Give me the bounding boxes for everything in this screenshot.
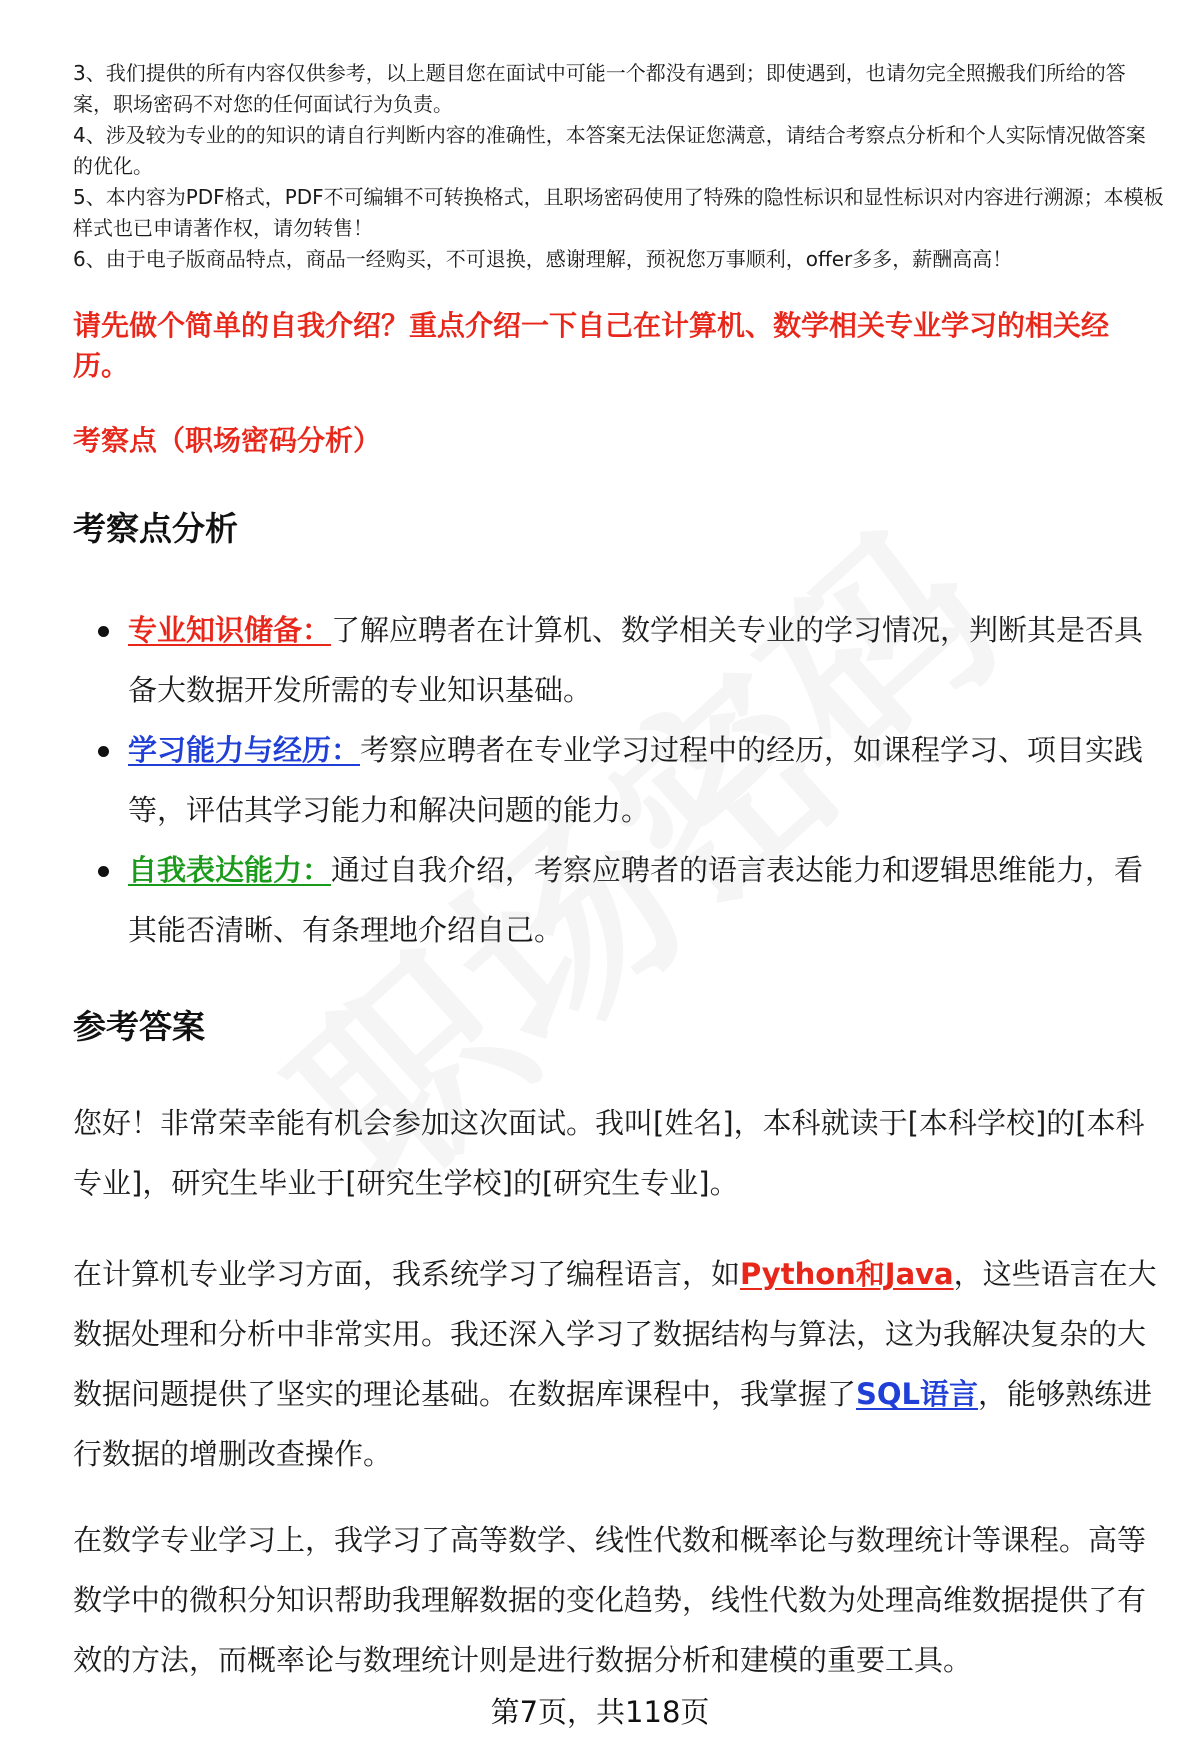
notice-list bbox=[73, 58, 1165, 275]
answer-text: ，能够熟练进行数据的增删改查操作。 bbox=[73, 1377, 1153, 1471]
page-number: 第7页，共118页 bbox=[490, 1695, 710, 1729]
analysis-points bbox=[98, 600, 1163, 960]
answer-heading: 参考答案 bbox=[73, 1007, 205, 1046]
point-text: 考察应聘者在专业学习过程中的经历，如课程学习、项目实践等，评估其学习能力和解决问题的能力。 bbox=[128, 733, 1144, 827]
answer-text: ，这些语言在大数据处理和分析中非常实用。我还深入学习了数据结构与算法，这为我解决复杂的大数据问题提供了坚实的理论基础。在数据库课程中，我掌握了 bbox=[73, 1257, 1157, 1411]
answer-paragraph bbox=[73, 1244, 1165, 1484]
notice-item: 3、我们提供的所有内容仅供参考，以上题目您在面试中可能一个都没有遇到；即使遇到，也请勿完全照搬我们所给的答案，职场密码不对您的任何面试行为负责。 bbox=[73, 61, 1126, 116]
notice-item: 5、本内容为PDF格式，PDF不可编辑不可转换格式，且职场密码使用了特殊的隐性标识和显性标识对内容进行溯源；本模板样式也已申请著作权，请勿转售！ bbox=[73, 185, 1164, 240]
point-term: 学习能力与经历： bbox=[128, 733, 361, 767]
bullet-icon bbox=[98, 866, 109, 877]
section-label: 考察点（职场密码分析） bbox=[73, 424, 382, 457]
notice-item: 4、涉及较为专业的的知识的请自行判断内容的准确性，本答案无法保证您满意，请结合考察点分析和个人实际情况做答案的优化。 bbox=[73, 123, 1146, 178]
highlight-term: SQL语言 bbox=[856, 1377, 979, 1411]
bullet-icon bbox=[98, 626, 109, 637]
point-text: 了解应聘者在计算机、数学相关专业的学习情况，判断其是否具备大数据开发所需的专业知识基础。 bbox=[128, 613, 1144, 707]
analysis-point bbox=[98, 600, 1163, 720]
answer-text: 在计算机专业学习方面，我系统学习了编程语言，如 bbox=[73, 1257, 741, 1291]
analysis-point bbox=[98, 840, 1163, 960]
analysis-point bbox=[98, 720, 1163, 840]
bullet-icon bbox=[98, 746, 109, 757]
point-term: 自我表达能力： bbox=[128, 853, 332, 887]
answer-paragraph: 在数学专业学习上，我学习了高等数学、线性代数和概率论与数理统计等课程。高等数学中的微积分知识帮助我理解数据的变化趋势，线性代数为处理高维数据提供了有效的方法，而概率论与数理统计则是进行数据分析和建模的重要工具。 bbox=[73, 1523, 1147, 1677]
point-term: 专业知识储备： bbox=[128, 613, 332, 647]
analysis-heading: 考察点分析 bbox=[73, 509, 238, 548]
answer-paragraph: 您好！非常荣幸能有机会参加这次面试。我叫[姓名]，本科就读于[本科学校]的[本科专业]，研究生毕业于[研究生学校]的[研究生专业]。 bbox=[73, 1106, 1145, 1200]
notice-item: 6、由于电子版商品特点，商品一经购买，不可退换，感谢理解，预祝您万事顺利，offer多多，薪酬高高！ bbox=[73, 247, 1013, 271]
interview-question: 请先做个简单的自我介绍？重点介绍一下自己在计算机、数学相关专业学习的相关经历。 bbox=[73, 309, 1110, 382]
highlight-term: Python和Java bbox=[740, 1257, 954, 1291]
point-text: 通过自我介绍，考察应聘者的语言表达能力和逻辑思维能力，看其能否清晰、有条理地介绍自己。 bbox=[128, 853, 1144, 947]
